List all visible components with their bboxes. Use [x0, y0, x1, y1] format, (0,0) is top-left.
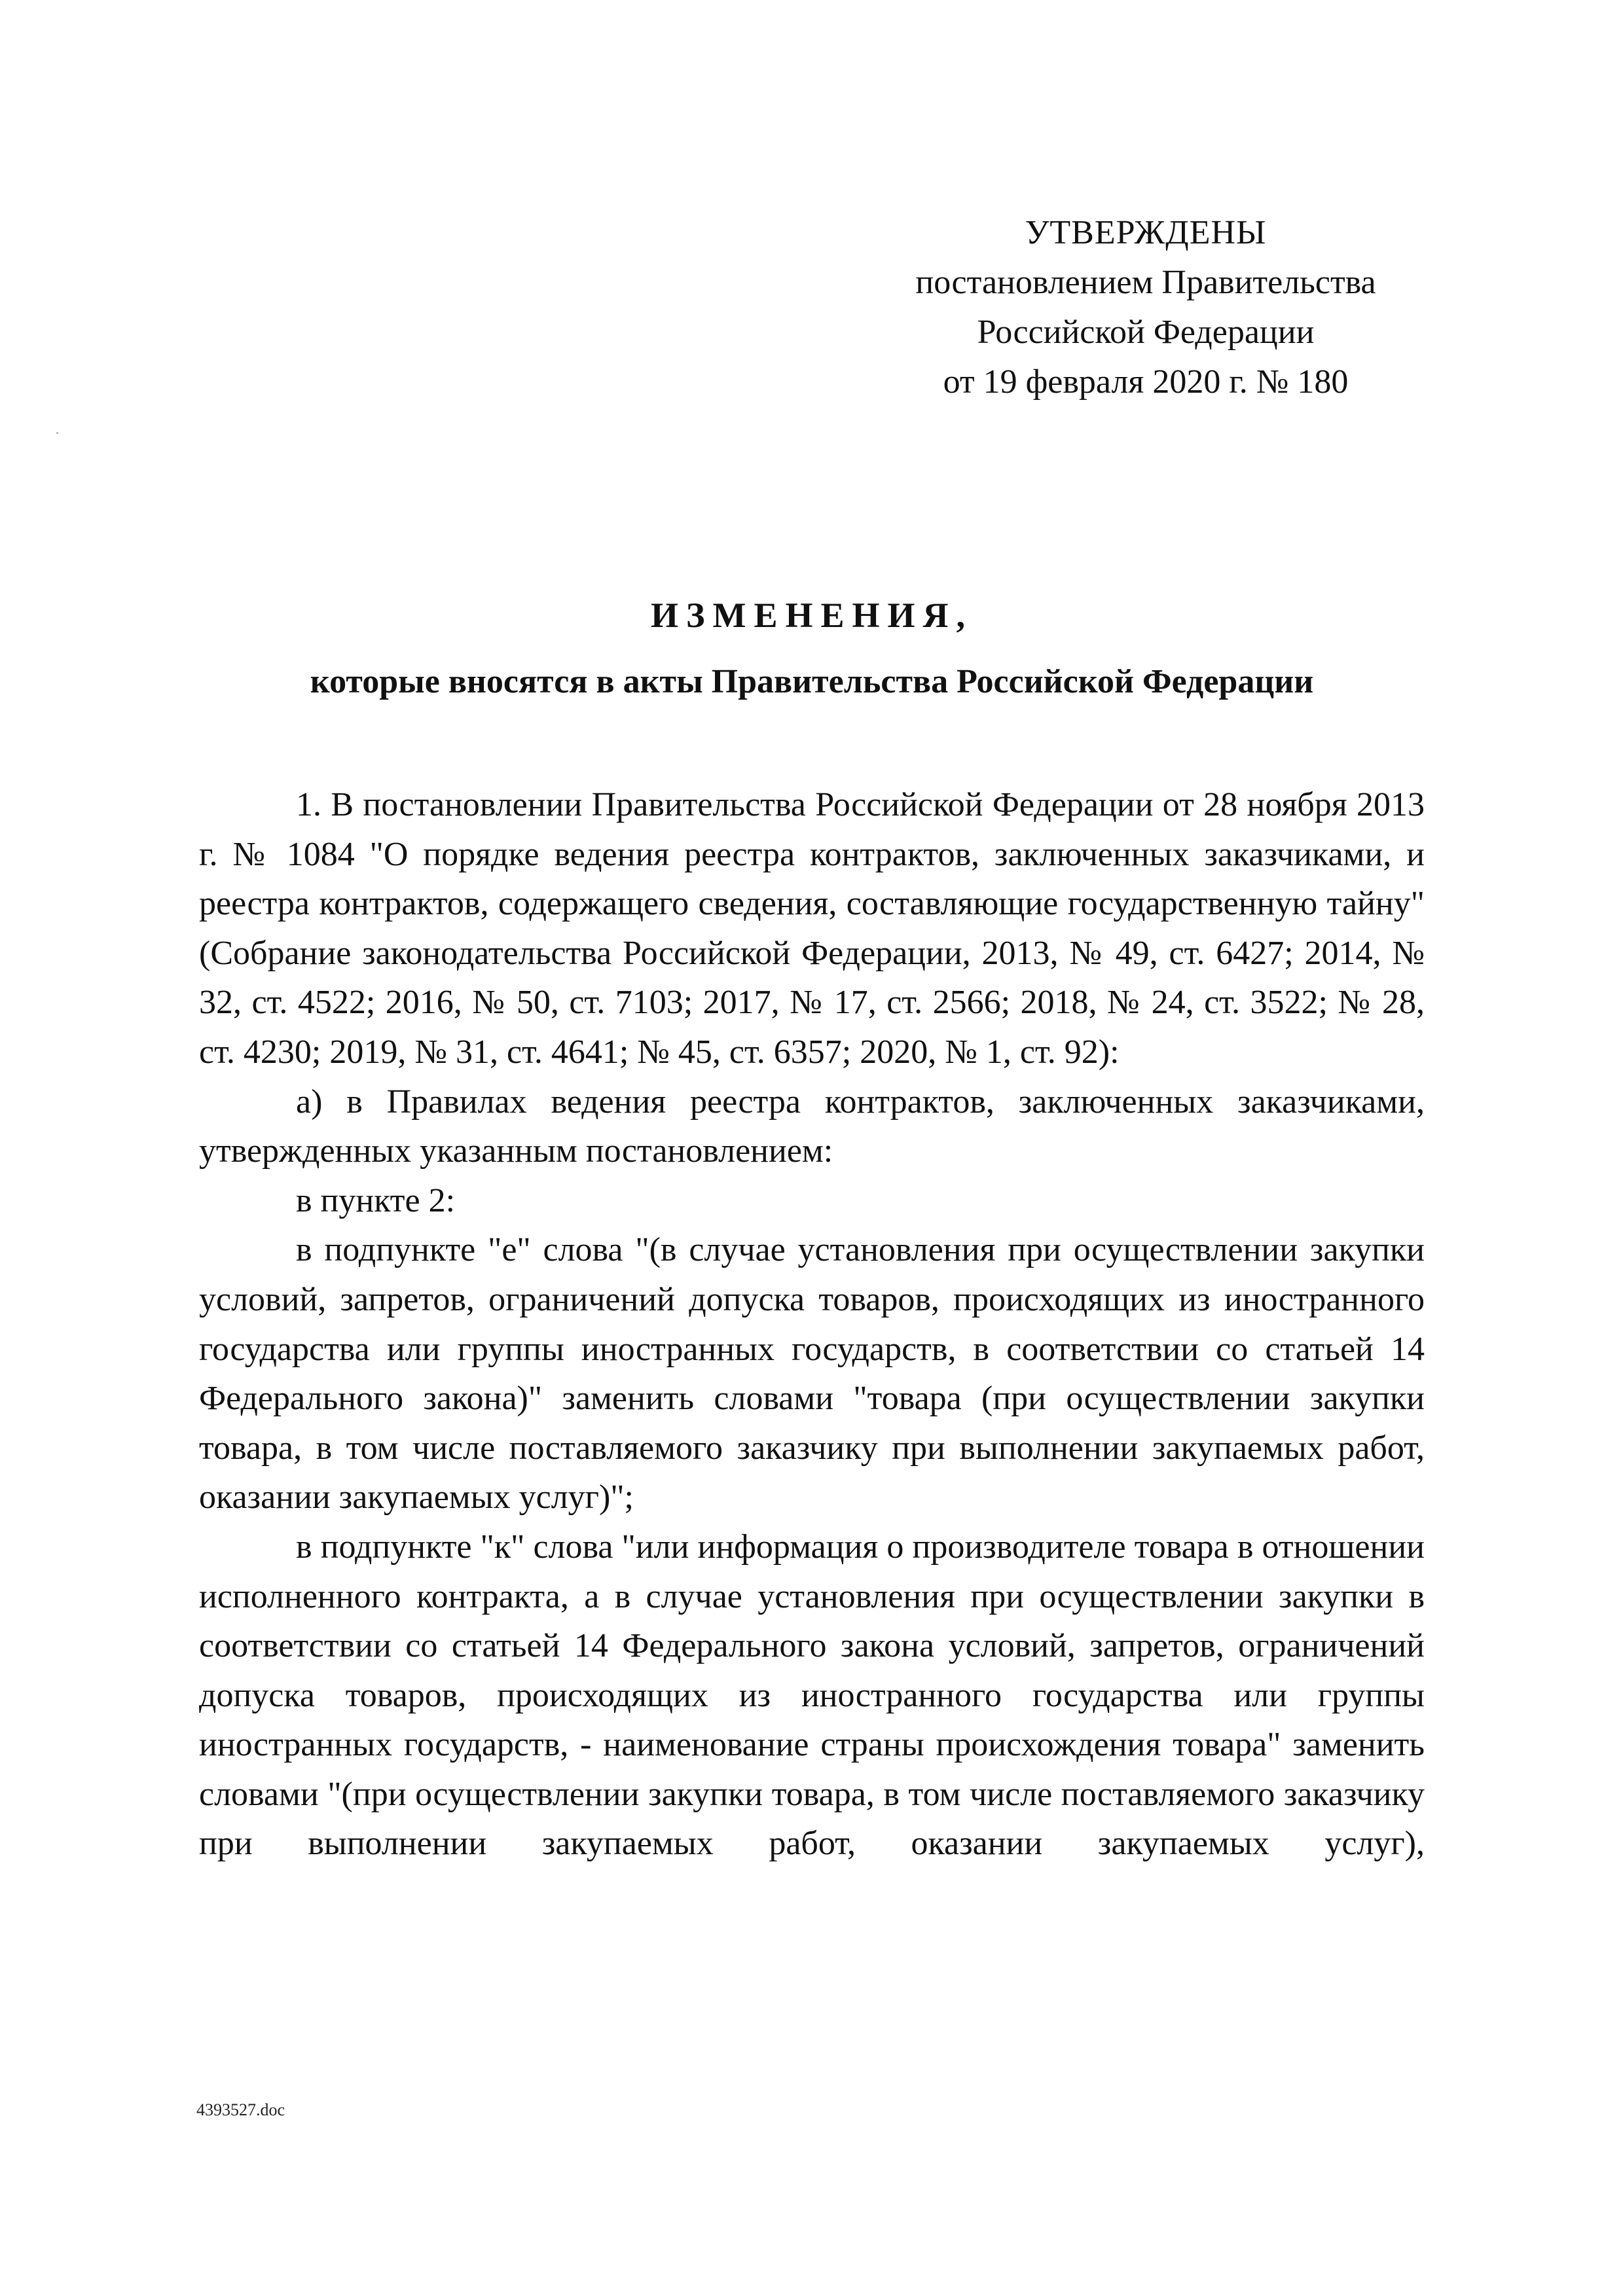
- document-body: [199, 780, 1425, 1869]
- paragraph-4: в подпункте "е" слова "(в случае установления при осуществлении закупки условий, запретов, ограничений допуска товаров, происходящих из иностранного государства или группы иностранных государств, в соответствии со статьей 14 Федерального закона)" заменить словами "товара (при осуществлении закупки товара, в том числе поставляемого заказчику при выполнении закупаемых работ, оказании закупаемых услуг)";: [199, 1231, 1425, 1516]
- footer-doc-id: 4393527.doc: [196, 2100, 285, 2119]
- approval-line-1: постановлением Правительства: [915, 264, 1376, 301]
- scan-speck: [56, 432, 58, 434]
- heading-subtitle: которые вносятся в акты Правительства Российской Федерации: [310, 663, 1314, 700]
- paragraph-3: в пункте 2:: [296, 1181, 456, 1219]
- document-heading: [196, 589, 1427, 708]
- approval-line-2: Российской Федерации: [977, 314, 1315, 351]
- heading-title: ИЗМЕНЕНИЯ,: [650, 596, 973, 635]
- paragraph-5: в подпункте "к" слова "или информация о производителе товара в отношении исполненного контракта, а в случае установления при осуществлении закупки в соответствии со статьей 14 Федерального закона условий, запретов, ограничений допуска товаров, происходящих из иностранного государства или группы иностранных государств, - наименование страны происхождения товара" заменить словами "(при осуществлении закупки товара, в том числе поставляемого заказчику при выполнении закупаемых работ, оказании закупаемых услуг),: [199, 1528, 1425, 1863]
- paragraph-2: а) в Правилах ведения реестра контрактов, заключенных заказчиками, утвержденных указанным постановлением:: [199, 1083, 1425, 1170]
- paragraph-1: 1. В постановлении Правительства Российской Федерации от 28 ноября 2013 г. № 1084 "О порядке ведения реестра контрактов, заключенных заказчиками, и реестра контрактов, содержащего сведения, составляющие государственную тайну" (Собрание законодательства Российской Федерации, 2013, № 49, ст. 6427; 2014, № 32, ст. 4522; 2016, № 50, ст. 7103; 2017, № 17, ст. 2566; 2018, № 24, ст. 3522; № 28, ст. 4230; 2019, № 31, ст. 4641; № 45, ст. 6357; 2020, № 1, ст. 92):: [199, 786, 1425, 1071]
- approval-title: УТВЕРЖДЕНЫ: [1025, 214, 1267, 251]
- approval-block: [851, 208, 1440, 407]
- approval-line-3: от 19 февраля 2020 г. № 180: [943, 363, 1349, 401]
